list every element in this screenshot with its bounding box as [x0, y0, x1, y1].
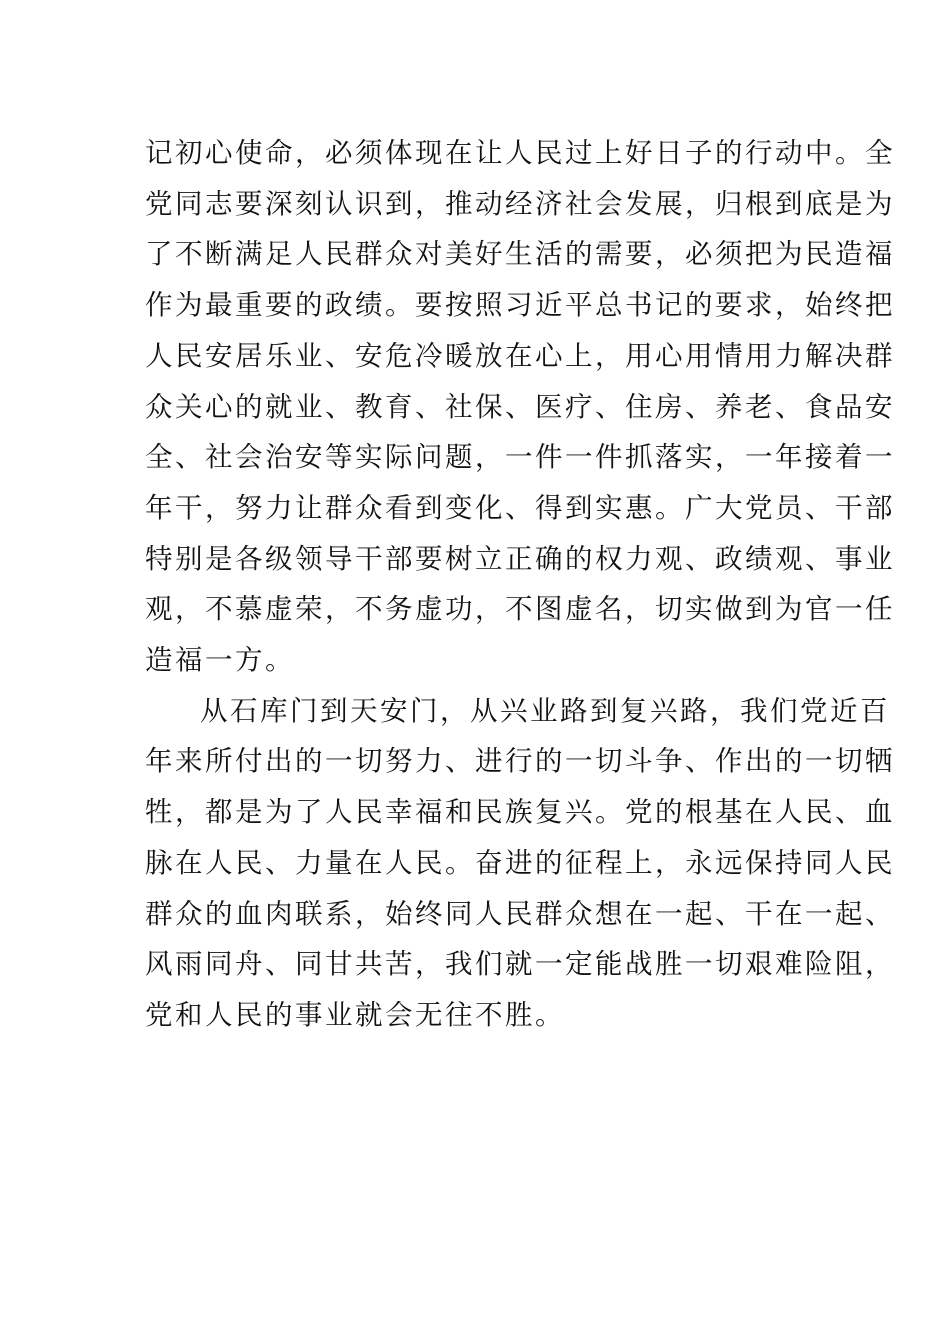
text-line: 全、社会治安等实际问题，一件一件抓落实，一年接着一 [145, 441, 895, 474]
text-line: 特别是各级领导干部要树立正确的权力观、政绩观、事业 [145, 542, 895, 575]
paragraph-2 [145, 686, 895, 1041]
text-line: 牲，都是为了人民幸福和民族复兴。党的根基在人民、血 [145, 796, 895, 829]
text-line: 年干，努力让群众看到变化、得到实惠。广大党员、干部 [145, 491, 895, 524]
text-line: 造福一方。 [145, 644, 295, 677]
text-line: 作为最重要的政绩。要按照习近平总书记的要求，始终把 [145, 289, 895, 322]
text-line: 观，不慕虚荣，不务虚功，不图虚名，切实做到为官一任 [145, 593, 895, 626]
text-line: 年来所付出的一切努力、进行的一切斗争、作出的一切牺 [145, 745, 895, 778]
text-line: 人民安居乐业、安危冷暖放在心上，用心用情用力解决群 [145, 339, 895, 372]
text-line: 党同志要深刻认识到，推动经济社会发展，归根到底是为 [145, 187, 895, 220]
document-body [145, 128, 895, 1041]
text-line: 脉在人民、力量在人民。奋进的征程上，永远保持同人民 [145, 846, 895, 879]
text-line: 了不断满足人民群众对美好生活的需要，必须把为民造福 [145, 238, 895, 271]
paragraph-1 [145, 128, 895, 686]
text-line: 群众的血肉联系，始终同人民群众想在一起、干在一起、 [145, 897, 895, 930]
text-line: 众关心的就业、教育、社保、医疗、住房、养老、食品安 [145, 390, 895, 423]
text-line: 风雨同舟、同甘共苦，我们就一定能战胜一切艰难险阻， [145, 948, 895, 981]
text-line-indented: 从石库门到天安门，从兴业路到复兴路，我们党近百 [200, 694, 890, 727]
text-line: 记初心使命，必须体现在让人民过上好日子的行动中。全 [145, 137, 895, 169]
text-line: 党和人民的事业就会无往不胜。 [145, 998, 565, 1031]
